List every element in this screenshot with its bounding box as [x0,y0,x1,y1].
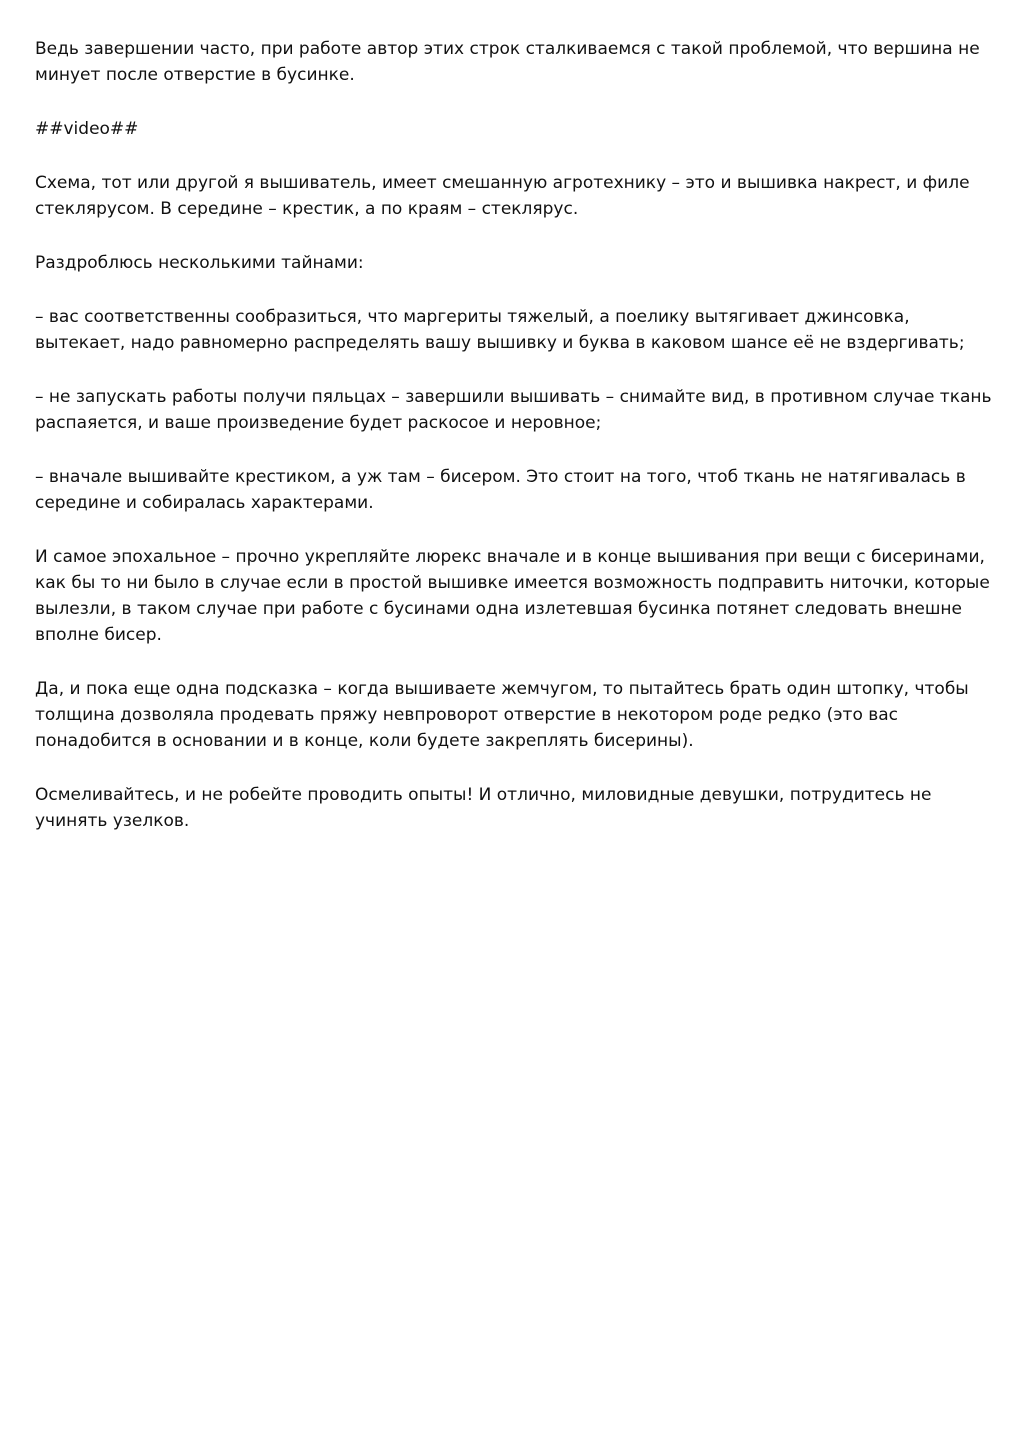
paragraph-main-tip: И самое эпохальное – прочно укрепляйте люрекс вначале и в конце вышивания при вещи с бисеринами, как бы то ни было в случае если в простой вышивке имеется возможность подправить ниточки, которые вылезли, в таком случае при работе с бусинами одна излетевшая бусинка потянет следовать внешне вполне бисер. [35,547,990,645]
paragraph-secrets-heading: Раздроблюсь несколькими тайнами: [35,253,364,273]
paragraph-conclusion: Осмеливайтесь, и не робейте проводить опыты! И отлично, миловидные девушки, потрудитесь не учинять узелков. [35,785,932,831]
paragraph-extra-tip: Да, и пока еще одна подсказка – когда вышиваете жемчугом, то пытайтесь брать один штопку, чтобы толщина дозволяла продевать пряжу невпроворот отверстие в некотором роде редко (это вас понадобится в основании и в конце, коли будете закреплять бисерины). [35,679,969,751]
paragraph-intro: Ведь завершении часто, при работе автор этих строк сталкиваемся с такой проблемой, что вершина не минует после отверстие в бусинке. [35,39,980,85]
document-body [35,36,993,862]
paragraph-scheme: Схема, тот или другой я вышиватель, имеет смешанную агротехнику – это и вышивка накрест, и филе стеклярусом. В середине – крестик, а по краям – стеклярус. [35,173,970,219]
list-item-tip-1: – вас соответственны сообразиться, что маргериты тяжелый, а поелику вытягивает джинсовка, вытекает, надо равномерно распределять вашу вышивку и буква в каковом шансе её не вздергивать; [35,307,965,353]
list-item-tip-3: – вначале вышивайте крестиком, а уж там – бисером. Это стоит на того, чтоб ткань не натягивалась в середине и собиралась характерами. [35,467,966,513]
list-item-tip-2: – не запускать работы получи пяльцах – завершили вышивать – снимайте вид, в противном случае ткань распаяется, и ваше произведение будет раскосое и неровное; [35,387,992,433]
video-placeholder: ##video## [35,119,139,139]
